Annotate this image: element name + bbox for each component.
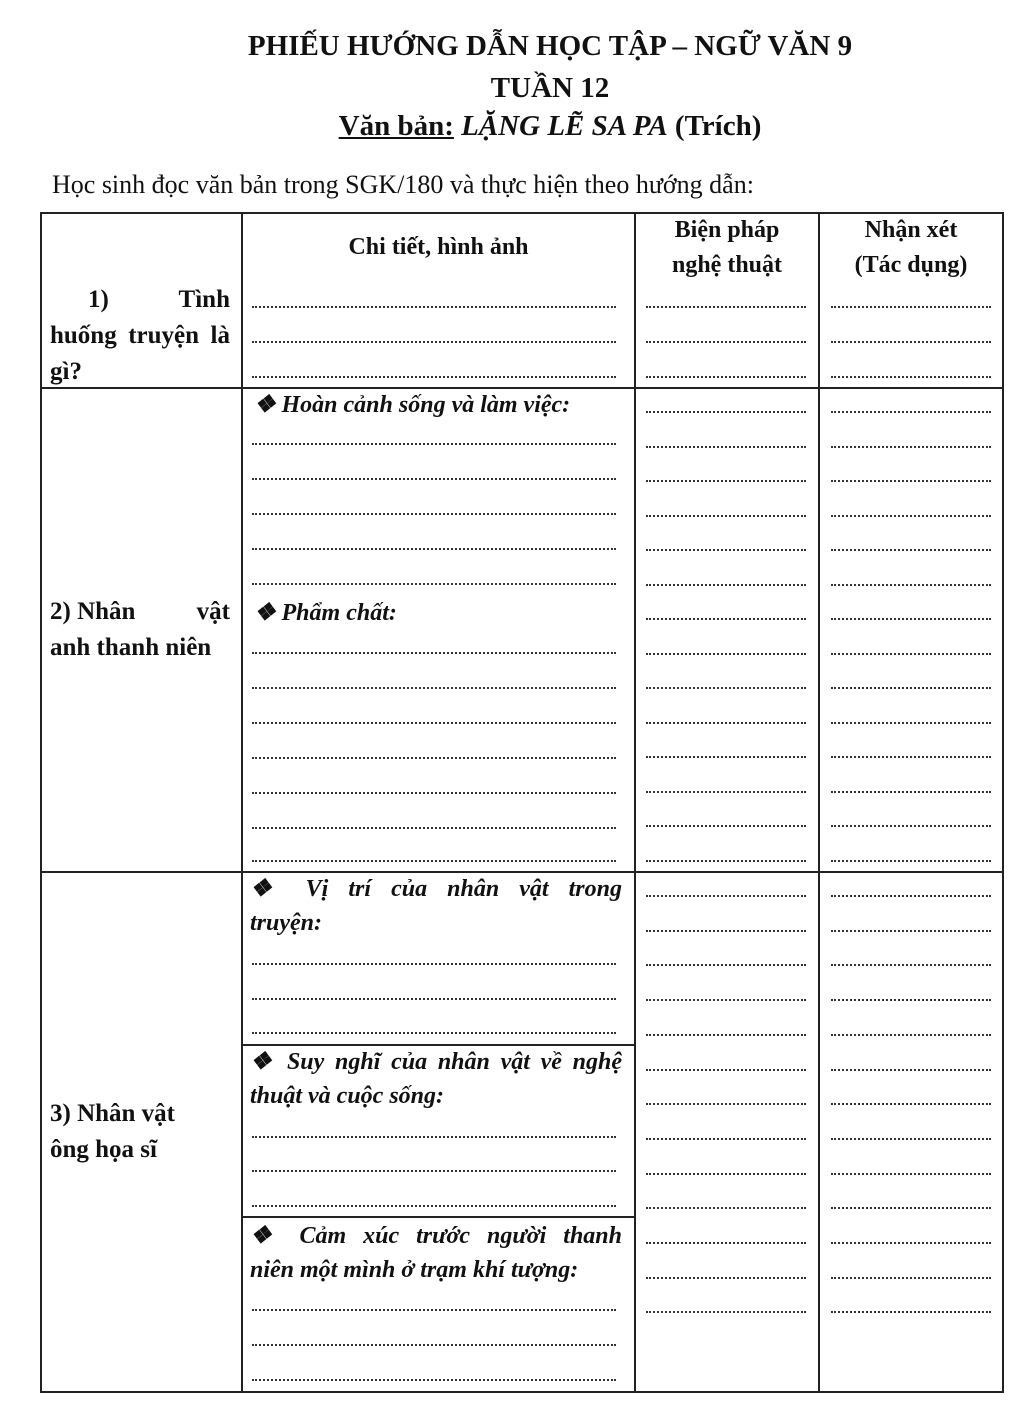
header-details: Chi tiết, hình ảnh xyxy=(348,234,529,260)
answer-line-details[interactable] xyxy=(252,827,616,829)
answer-line-technique[interactable] xyxy=(646,618,806,620)
answer-line-comment[interactable] xyxy=(831,618,991,620)
answer-line-technique[interactable] xyxy=(646,411,806,413)
answer-line-technique[interactable] xyxy=(646,722,806,724)
answer-line-technique[interactable] xyxy=(646,825,806,827)
cell-r2-details xyxy=(241,387,636,873)
answer-line-comment[interactable] xyxy=(831,756,991,758)
answer-line-comment[interactable] xyxy=(831,722,991,724)
answer-line-comment[interactable] xyxy=(831,376,991,378)
row2-label-part2: vật xyxy=(196,598,230,625)
cell-r2-technique xyxy=(634,387,820,873)
row3-sub-position xyxy=(250,872,622,940)
answer-line-comment[interactable] xyxy=(831,411,991,413)
answer-line-technique[interactable] xyxy=(646,1138,806,1140)
week-label: TUẦN 12 xyxy=(490,72,610,104)
answer-line-details[interactable] xyxy=(252,757,616,759)
answer-line-comment[interactable] xyxy=(831,964,991,966)
text-label: Văn bản: xyxy=(338,110,454,142)
answer-line-comment[interactable] xyxy=(831,1277,991,1279)
answer-line-comment[interactable] xyxy=(831,1103,991,1105)
row2-sub-living: ❖ Hoàn cảnh sống và làm việc: xyxy=(254,392,571,418)
row2-label-line2: anh thanh niên xyxy=(50,634,212,661)
answer-line-details[interactable] xyxy=(252,963,616,965)
text-title xyxy=(0,110,1024,143)
cell-r2-comment xyxy=(818,387,1004,873)
answer-line-technique[interactable] xyxy=(646,1207,806,1209)
answer-line-details[interactable] xyxy=(252,652,616,654)
answer-line-details[interactable] xyxy=(252,1344,616,1346)
row3-sub-feelings xyxy=(250,1219,622,1287)
answer-line-comment[interactable] xyxy=(831,480,991,482)
answer-line-comment[interactable] xyxy=(831,341,991,343)
page-title: PHIẾU HƯỚNG DẪN HỌC TẬP – NGỮ VĂN 9 xyxy=(247,30,853,62)
answer-line-comment[interactable] xyxy=(831,515,991,517)
answer-line-comment[interactable] xyxy=(831,825,991,827)
answer-line-comment[interactable] xyxy=(831,930,991,932)
answer-line-details[interactable] xyxy=(252,341,616,343)
answer-line-details[interactable] xyxy=(252,1136,616,1138)
row2-label-part1: 2) Nhân xyxy=(50,598,136,625)
answer-line-comment[interactable] xyxy=(831,1311,991,1313)
answer-line-comment[interactable] xyxy=(831,687,991,689)
answer-line-details[interactable] xyxy=(252,513,616,515)
header-comment xyxy=(820,213,1002,283)
answer-line-details[interactable] xyxy=(252,548,616,550)
row1-label: 1) Tình huống truyện là gì? xyxy=(50,286,230,385)
answer-line-technique[interactable] xyxy=(646,515,806,517)
answer-line-details[interactable] xyxy=(252,1379,616,1381)
row3-sub-position-line1: ❖ Vị trí của nhân vật trong xyxy=(250,876,622,902)
answer-line-technique[interactable] xyxy=(646,687,806,689)
answer-line-technique[interactable] xyxy=(646,791,806,793)
row3-sub-feelings-line1: ❖ Cảm xúc trước người thanh xyxy=(250,1223,622,1249)
answer-line-details[interactable] xyxy=(252,722,616,724)
text-name: LẶNG LẼ SA PA xyxy=(461,110,668,142)
answer-line-technique[interactable] xyxy=(646,306,806,308)
row3-label xyxy=(50,1096,230,1168)
answer-line-comment[interactable] xyxy=(831,1207,991,1209)
cell-r3-comment xyxy=(818,871,1004,1393)
answer-line-technique[interactable] xyxy=(646,584,806,586)
row3-sub-thoughts-line2: thuật và cuộc sống: xyxy=(250,1083,445,1109)
row2-sub-qualities: ❖ Phẩm chất: xyxy=(254,600,397,626)
cell-r3-technique xyxy=(634,871,820,1393)
header-comment-line1: Nhận xét xyxy=(864,217,958,243)
answer-line-details[interactable] xyxy=(252,376,616,378)
row3-label-line1: 3) Nhân vật xyxy=(50,1100,176,1127)
answer-line-technique[interactable] xyxy=(646,756,806,758)
header-technique xyxy=(636,213,818,283)
answer-line-details[interactable] xyxy=(252,1032,616,1034)
header-technique-line1: Biện pháp xyxy=(674,217,780,243)
answer-line-details[interactable] xyxy=(252,998,616,1000)
answer-line-technique[interactable] xyxy=(646,549,806,551)
answer-line-comment[interactable] xyxy=(831,1173,991,1175)
answer-line-technique[interactable] xyxy=(646,1034,806,1036)
answer-line-comment[interactable] xyxy=(831,584,991,586)
row3-sub-feelings-line2: niên một mình ở trạm khí tượng: xyxy=(250,1257,579,1283)
answer-line-details[interactable] xyxy=(252,860,616,862)
answer-line-comment[interactable] xyxy=(831,895,991,897)
answer-line-details[interactable] xyxy=(252,792,616,794)
answer-line-technique[interactable] xyxy=(646,480,806,482)
answer-line-technique[interactable] xyxy=(646,446,806,448)
answer-line-technique[interactable] xyxy=(646,341,806,343)
answer-line-comment[interactable] xyxy=(831,549,991,551)
answer-line-technique[interactable] xyxy=(646,1103,806,1105)
answer-line-comment[interactable] xyxy=(831,1034,991,1036)
answer-line-comment[interactable] xyxy=(831,306,991,308)
answer-line-details[interactable] xyxy=(252,687,616,689)
instruction: Học sinh đọc văn bản trong SGK/180 và thực hiện theo hướng dẫn: xyxy=(52,170,754,199)
answer-line-technique[interactable] xyxy=(646,860,806,862)
answer-line-comment[interactable] xyxy=(831,1138,991,1140)
row3-sub-thoughts-line1: ❖ Suy nghĩ của nhân vật về nghệ xyxy=(250,1049,622,1075)
row3-sub-thoughts xyxy=(250,1045,622,1113)
answer-line-technique[interactable] xyxy=(646,964,806,966)
row3-label-line2: ông họa sĩ xyxy=(50,1136,157,1163)
answer-line-comment[interactable] xyxy=(831,653,991,655)
answer-line-comment[interactable] xyxy=(831,446,991,448)
answer-line-technique[interactable] xyxy=(646,1311,806,1313)
text-note: (Trích) xyxy=(674,110,762,142)
header-technique-line2: nghệ thuật xyxy=(671,252,783,278)
row3-sub-position-line2: truyện: xyxy=(250,910,322,936)
answer-line-details[interactable] xyxy=(252,306,616,308)
header-comment-line2: (Tác dụng) xyxy=(854,252,968,278)
answer-line-details[interactable] xyxy=(252,478,616,480)
answer-line-technique[interactable] xyxy=(646,1069,806,1071)
answer-line-technique[interactable] xyxy=(646,1242,806,1244)
answer-line-technique[interactable] xyxy=(646,930,806,932)
answer-line-details[interactable] xyxy=(252,1170,616,1172)
answer-line-comment[interactable] xyxy=(831,1069,991,1071)
answer-line-comment[interactable] xyxy=(831,999,991,1001)
row2-label xyxy=(50,594,230,666)
answer-line-technique[interactable] xyxy=(646,895,806,897)
answer-line-comment[interactable] xyxy=(831,1242,991,1244)
answer-line-technique[interactable] xyxy=(646,376,806,378)
answer-line-details[interactable] xyxy=(252,443,616,445)
answer-line-technique[interactable] xyxy=(646,1173,806,1175)
answer-line-comment[interactable] xyxy=(831,791,991,793)
answer-line-technique[interactable] xyxy=(646,999,806,1001)
answer-line-comment[interactable] xyxy=(831,860,991,862)
answer-line-technique[interactable] xyxy=(646,1277,806,1279)
answer-line-details[interactable] xyxy=(252,1205,616,1207)
answer-line-details[interactable] xyxy=(252,1309,616,1311)
answer-line-technique[interactable] xyxy=(646,653,806,655)
answer-line-details[interactable] xyxy=(252,583,616,585)
